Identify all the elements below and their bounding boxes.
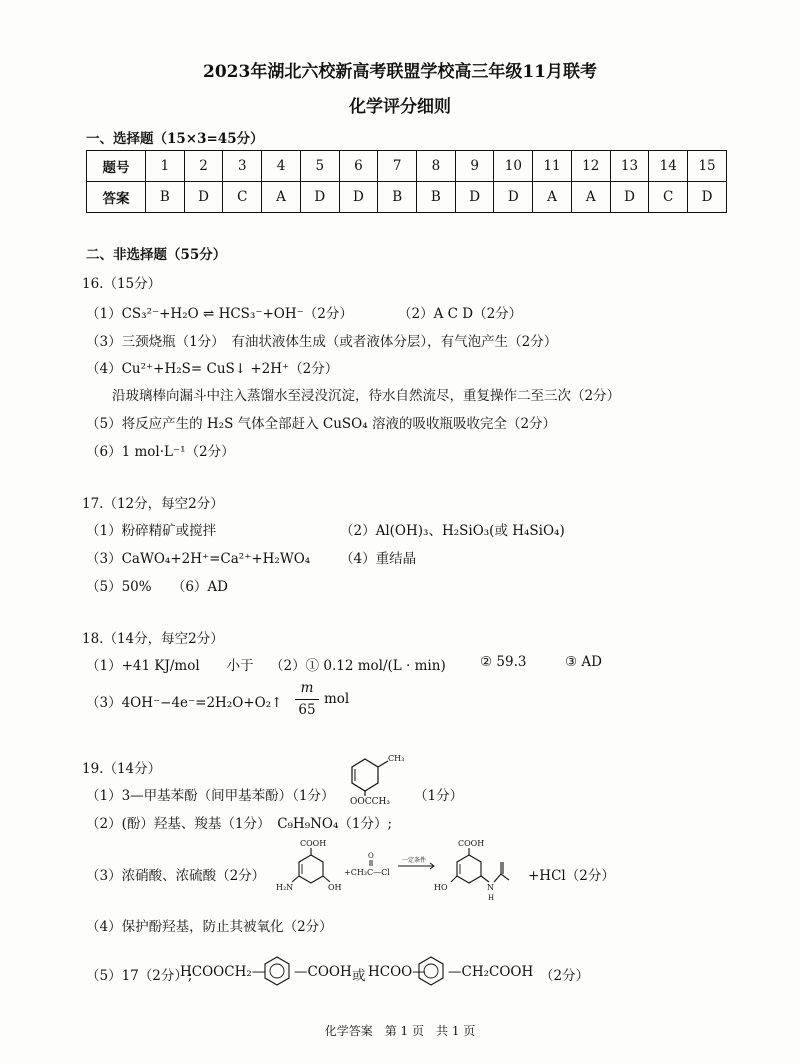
- label-cooh: COOH: [300, 839, 327, 848]
- q19-answer-4: （4）保护酚羟基，防止其被氧化（2分）: [86, 919, 333, 935]
- section1-heading: 一、选择题（15×3=45分）: [86, 131, 264, 147]
- structure-2-left: HCOO—: [368, 964, 426, 980]
- q16-answer-3: （3）三颈烧瓶（1分） 有油状液体生成（或者液体分层），有气泡产生（2分）: [86, 334, 558, 350]
- q16-answer-2: （2）A C D（2分）: [398, 306, 523, 322]
- label-h2n: H₂N: [276, 883, 294, 892]
- q19-answer-1: （1）3—甲基苯酚（间甲基苯酚）（1分）: [86, 788, 335, 804]
- q19-answer-3: （3）浓硝酸、浓硫酸（2分）: [86, 868, 266, 884]
- q18-title: 18.（14分，每空2分）: [82, 631, 224, 647]
- q16-answer-6: （6）1 mol·L⁻¹（2分）: [86, 444, 235, 460]
- q19-answer-3-product: +HCl（2分）: [528, 868, 615, 884]
- table-cell: 11: [533, 151, 572, 182]
- label-ester: OOCCH₃: [350, 797, 390, 807]
- table-cell: 6: [339, 151, 378, 182]
- q17-answer-2: （2）Al(OH)₃、H₂SiO₃(或 H₄SiO₄): [340, 523, 565, 539]
- benzene-ring-icon: [414, 954, 448, 988]
- label-ch3: CH₃: [388, 754, 405, 763]
- structure-2-right: —CH₂COOH: [448, 964, 534, 980]
- benzene-ring: [457, 855, 481, 883]
- label-reagent: +CH₃C—Cl: [344, 868, 390, 877]
- row-label-number: 题号: [87, 151, 146, 182]
- fraction-numerator: m: [300, 680, 314, 696]
- amine-bond: [292, 876, 299, 882]
- table-cell: D: [494, 182, 533, 213]
- table-cell: D: [610, 182, 649, 213]
- q19-answer-5: （5）17（2分）;: [86, 968, 193, 984]
- table-cell: 9: [455, 151, 494, 182]
- label-ho: HO: [434, 883, 448, 892]
- benzene-ring-icon: [260, 954, 294, 988]
- label-condition: 一定条件: [402, 857, 427, 864]
- table-cell: D: [688, 182, 727, 213]
- q19-title: 19.（14分）: [82, 761, 162, 777]
- table-row-numbers: [87, 151, 727, 182]
- table-cell: 12: [571, 151, 610, 182]
- fraction-bar: [295, 699, 319, 700]
- label-o: O: [368, 852, 374, 860]
- q18-answer-3: （3）4OH⁻−4e⁻=2H₂O+O₂↑: [86, 695, 283, 711]
- q17-title: 17.（12分，每空2分）: [82, 496, 224, 512]
- table-cell: C: [649, 182, 688, 213]
- q17-answer-4: （4）重结晶: [340, 551, 417, 567]
- table-cell: 2: [184, 151, 223, 182]
- q17-answer-3: （3）CaWO₄+2H⁺=Ca²⁺+H₂WO₄: [86, 551, 311, 567]
- page-title: 2023年湖北六校新高考联盟学校高三年级11月联考: [203, 62, 597, 82]
- table-cell: 8: [417, 151, 456, 182]
- q16-answer-1: （1）CS₃²⁻+H₂O ⇌ HCS₃⁻+OH⁻（2分）: [86, 306, 353, 322]
- table-cell: 15: [688, 151, 727, 182]
- q16-answer-4: （4）Cu²⁺+H₂S= CuS↓ +2H⁺（2分）: [86, 361, 339, 377]
- structure-1-right: —COOH: [294, 964, 352, 980]
- fraction-unit: mol: [324, 691, 350, 707]
- table-row-answers: [87, 182, 727, 213]
- table-cell: B: [378, 182, 417, 213]
- q18-answer-2c: ③ AD: [565, 654, 602, 670]
- table-cell: D: [455, 182, 494, 213]
- acyl-bond: [494, 874, 501, 882]
- q18-answer-1: （1）+41 KJ/mol 小于: [86, 658, 254, 674]
- table-cell: 13: [610, 151, 649, 182]
- structure-product: [434, 838, 530, 904]
- structure-ester: [330, 752, 410, 807]
- hydroxyl-bond: [451, 876, 457, 882]
- table-cell: D: [184, 182, 223, 213]
- table-cell: A: [571, 182, 610, 213]
- label-cooh: COOH: [458, 839, 485, 848]
- answer-table: [86, 150, 727, 213]
- table-cell: A: [533, 182, 572, 213]
- q19-answer-1-score: （1分）: [414, 788, 464, 804]
- q18-answer-2: （2）① 0.12 mol/(L · min): [270, 658, 446, 674]
- benzene-ring: [299, 855, 323, 883]
- or-label: 或: [352, 968, 366, 984]
- label-oh: OH: [328, 883, 342, 892]
- amide-bond: [481, 876, 489, 882]
- page-footer: 化学答案 第 1 页 共 1 页: [324, 1024, 476, 1038]
- table-cell: 3: [223, 151, 262, 182]
- table-cell: 7: [378, 151, 417, 182]
- q16-answer-4b: 沿玻璃棒向漏斗中注入蒸馏水至浸没沉淀，待水自然流尽，重复操作二至三次（2分）: [112, 388, 621, 404]
- table-cell: 14: [649, 151, 688, 182]
- q17-answer-5-6: （5）50% （6）AD: [86, 579, 229, 595]
- table-cell: 4: [262, 151, 301, 182]
- methyl-bond: [501, 874, 509, 880]
- q16-answer-5: （5）将反应产生的 H₂S 气体全部赶入 CuSO₄ 溶液的吸收瓶吸收完全（2分）: [86, 416, 557, 432]
- q17-answer-1: （1）粉碎精矿或搅拌: [86, 523, 217, 539]
- q19-answer-5-score: （2分）: [540, 968, 590, 984]
- table-cell: C: [223, 182, 262, 213]
- q19-answer-2: （2）(酚）羟基、羧基（1分） C₉H₉NO₄（1分）;: [86, 816, 393, 832]
- table-cell: A: [262, 182, 301, 213]
- table-cell: D: [339, 182, 378, 213]
- fraction-denominator: 65: [298, 702, 316, 718]
- benzene-ring: [352, 759, 378, 791]
- label-h: H: [488, 894, 495, 902]
- methyl-bond: [378, 761, 388, 767]
- table-cell: D: [300, 182, 339, 213]
- table-cell: B: [146, 182, 185, 213]
- page-subtitle: 化学评分细则: [349, 97, 451, 117]
- q16-title: 16.（15分）: [82, 276, 162, 292]
- section2-heading: 二、非选择题（55分）: [86, 247, 227, 263]
- hydroxyl-bond: [323, 876, 330, 882]
- structure-1-left: HCOOCH₂—: [180, 964, 266, 980]
- table-cell: B: [417, 182, 456, 213]
- label-n: N: [487, 883, 494, 892]
- q18-answer-2b: ② 59.3: [480, 654, 527, 670]
- table-cell: 1: [146, 151, 185, 182]
- table-cell: 10: [494, 151, 533, 182]
- row-label-answer: 答案: [87, 182, 146, 213]
- table-cell: 5: [300, 151, 339, 182]
- reagent-arrow: [344, 850, 446, 880]
